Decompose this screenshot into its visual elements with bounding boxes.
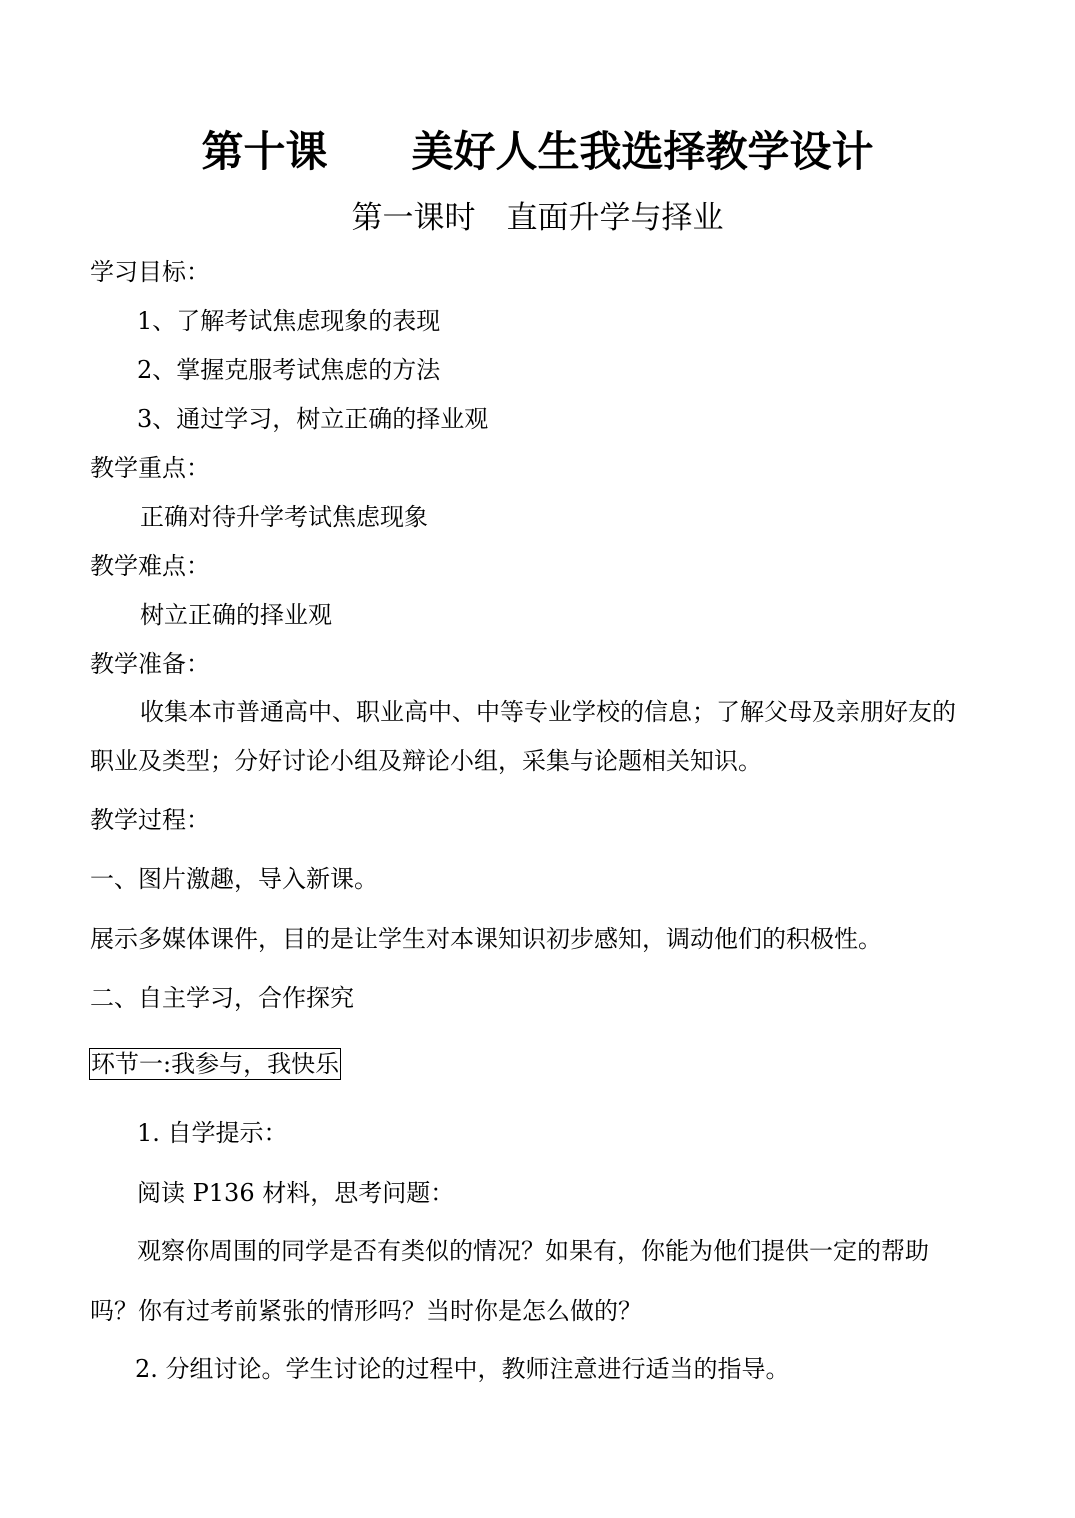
difficulty-heading: 教学难点：: [90, 552, 210, 580]
difficulty-text: 树立正确的择业观: [140, 601, 332, 629]
objective-item: 2、掌握克服考试焦虑的方法: [137, 356, 441, 384]
page-title: 第十课 美好人生我选择教学设计: [201, 127, 874, 176]
step1-title: 一、图片激趣，导入新课。: [90, 865, 378, 893]
key-point-heading: 教学重点：: [90, 454, 210, 482]
objective-item: 3、通过学习，树立正确的择业观: [137, 405, 489, 433]
discussion-text: 2. 分组讨论。学生讨论的过程中，教师注意进行适当的指导。: [135, 1355, 790, 1383]
preparation-text-line2: 职业及类型；分好讨论小组及辩论小组，采集与论题相关知识。: [90, 747, 762, 775]
page-subtitle: 第一课时 直面升学与择业: [351, 200, 724, 236]
question-line2: 吗？你有过考前紧张的情形吗？当时你是怎么做的？: [90, 1297, 642, 1325]
hint-label: 1. 自学提示：: [137, 1119, 288, 1147]
section1-boxed-label: 环节一:我参与，我快乐: [91, 1050, 340, 1078]
hint-read: 阅读 P136 材料，思考问题：: [137, 1179, 455, 1207]
step2-title: 二、自主学习，合作探究: [90, 984, 354, 1012]
key-point-text: 正确对待升学考试焦虑现象: [140, 503, 428, 531]
preparation-text-line1: 收集本市普通高中、职业高中、中等专业学校的信息；了解父母及亲朋好友的: [140, 698, 956, 726]
process-heading: 教学过程：: [90, 806, 210, 834]
objectives-heading: 学习目标：: [90, 258, 210, 286]
step1-text: 展示多媒体课件，目的是让学生对本课知识初步感知，调动他们的积极性。: [90, 925, 882, 953]
objective-item: 1、了解考试焦虑现象的表现: [137, 307, 441, 335]
question-line1: 观察你周围的同学是否有类似的情况？如果有，你能为他们提供一定的帮助: [137, 1237, 929, 1265]
preparation-heading: 教学准备：: [90, 650, 210, 678]
